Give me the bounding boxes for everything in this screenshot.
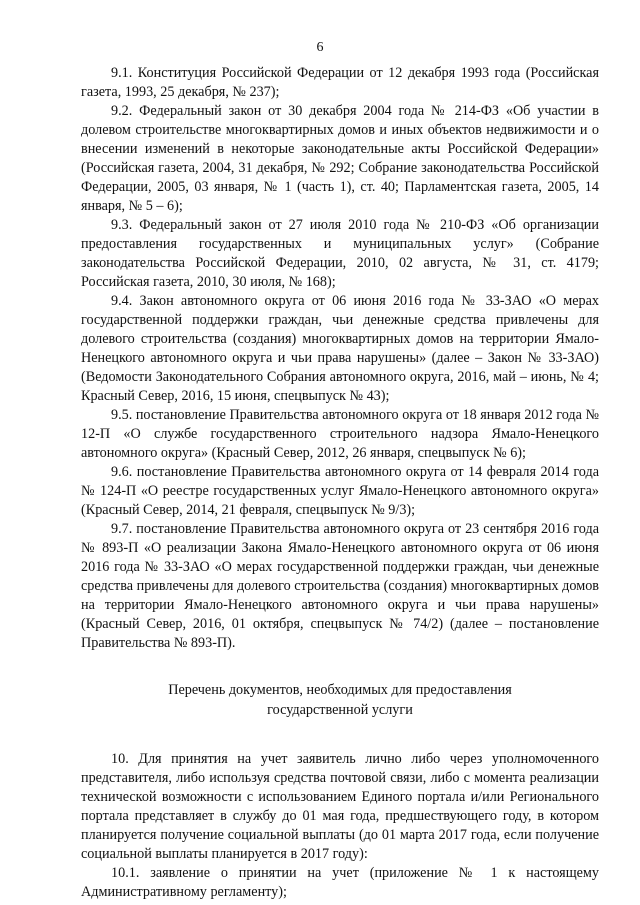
paragraph-9-3: 9.3. Федеральный закон от 27 июля 2010 года № 210-ФЗ «Об организации предоставления государственных и муниципальных услуг» (Собрание законодательства Российской Федерации, 2010, 02 августа, № 31, ст. 4179; Российская газета, 2010, 30 июля, № 168); bbox=[81, 217, 599, 290]
paragraph-9-2: 9.2. Федеральный закон от 30 декабря 2004 года № 214-ФЗ «Об участии в долевом строительстве многоквартирных домов и иных объектов недвижимости и о внесении изменений в некоторые законодательные акты Российской Федерации» (Российская газета, 2004, 31 декабря, № 292; Собрание законодательства Российской Федерации, 2005, 03 января, № 1 (часть 1), ст. 40; Парламентская газета, 2005, 14 января, № 5 – 6); bbox=[81, 103, 599, 214]
paragraph-9-1: 9.1. Конституция Российской Федерации от 12 декабря 1993 года (Российская газета, 1993, 25 декабря, № 237); bbox=[81, 65, 599, 100]
paragraph-10-1: 10.1. заявление о принятии на учет (приложение № 1 к настоящему Административному регламенту); bbox=[81, 865, 599, 900]
paragraph-9-7: 9.7. постановление Правительства автономного округа от 23 сентября 2016 года № 893-П «О реализации Закона Ямало-Ненецкого автономного округа от 06 июня 2016 года № 33-ЗАО «О мерах государственной поддержки граждан, чьи денежные средства привлечены для долевого строительства (создания) многоквартирных домов на территории Ямало-Ненецкого автономного округа и чьи права нарушены» (Красный Север, 2016, 01 октября, спецвыпуск № 74/2) (далее – постановление Правительства № 893-П). bbox=[81, 521, 599, 651]
section-heading bbox=[81, 680, 599, 720]
paragraph-9-4: 9.4. Закон автономного округа от 06 июня 2016 года № 33-ЗАО «О мерах государственной поддержки граждан, чьи денежные средства привлечены для долевого строительства (создания) многоквартирных домов на территории Ямало-Ненецкого автономного округа и чьи права нарушены» (далее – Закон № 33-ЗАО) (Ведомости Законодательного Собрания автономного округа, 2016, май – июнь, № 4; Красный Север, 2016, 15 июня, спецвыпуск № 43); bbox=[81, 293, 599, 404]
paragraph-9-6: 9.6. постановление Правительства автономного округа от 14 февраля 2014 года № 124-П «О реестре государственных услуг Ямало-Ненецкого автономного округа» (Красный Север, 2014, 21 февраля, спецвыпуск № 9/3); bbox=[81, 464, 599, 518]
page-number: 6 bbox=[316, 40, 324, 55]
paragraph-10: 10. Для принятия на учет заявитель лично либо через уполномоченного представителя, либо используя средства почтовой связи, либо с момента реализации технической возможности с использованием Единого портала и/или Регионального портала представляет в службу до 01 мая года, предшествующего году, в котором планируется получение социальной выплаты (до 01 марта 2017 года, если получение социальной выплаты планируется в 2017 году): bbox=[81, 751, 599, 862]
document-body bbox=[81, 64, 599, 902]
section-heading-line-1: Перечень документов, необходимых для предоставления bbox=[168, 682, 512, 698]
paragraph-9-5: 9.5. постановление Правительства автономного округа от 18 января 2012 года № 12-П «О службе государственного строительного надзора Ямало-Ненецкого автономного округа» (Красный Север, 2012, 26 января, спецвыпуск № 6); bbox=[81, 407, 600, 461]
section-heading-line-2: государственной услуги bbox=[267, 702, 413, 718]
